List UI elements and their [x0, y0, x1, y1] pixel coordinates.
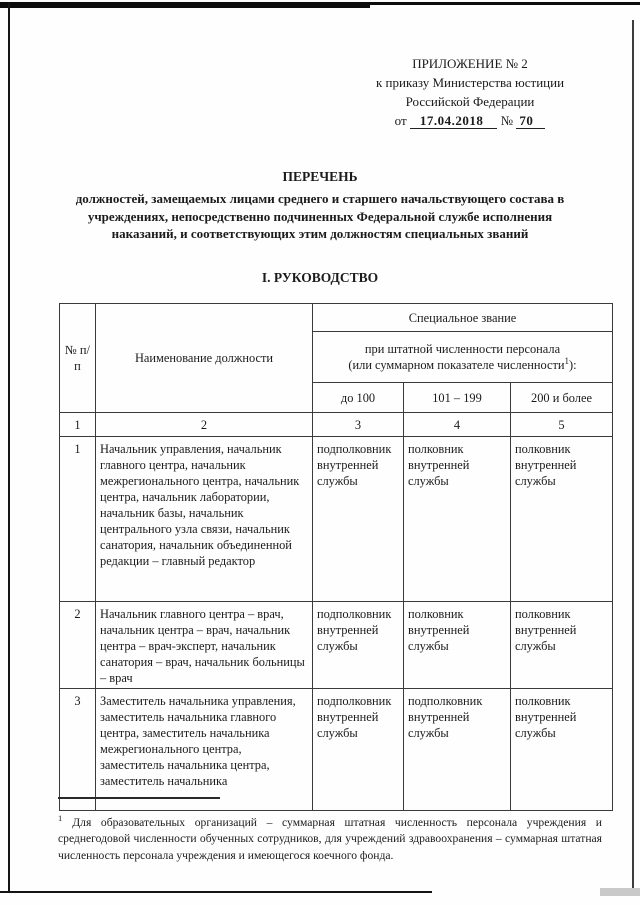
- staff-condition-footnote-ref: 1: [564, 356, 570, 367]
- footnote: [58, 812, 602, 865]
- header-cell-staff-condition: [313, 332, 613, 383]
- order-number: 70: [516, 113, 545, 129]
- header-cell-101-199: 101 – 199: [404, 383, 511, 413]
- row-rank-to-100: подполковник внутренней службы: [313, 689, 404, 811]
- column-number-4: 4: [404, 413, 511, 437]
- positions-table: [59, 303, 613, 811]
- scan-bottom-edge: [0, 891, 432, 893]
- column-number-3: 3: [313, 413, 404, 437]
- column-number-1: 1: [60, 413, 96, 437]
- scan-top-edge-thick: [0, 2, 370, 8]
- table-row: [60, 602, 613, 689]
- footnote-text: Для образовательных организаций – суммарная штатная численность персонала учреждения и среднегодовой численности обученных сотрудников, для учреждений здравоохранения – суммарная штатная численность персонала учреждения и имеющегося коечного фонда.: [58, 815, 602, 862]
- row-number: 1: [60, 437, 96, 602]
- row-rank-101-199: подполковник внутренней службы: [404, 689, 511, 811]
- staff-condition-line1: при штатной численности персонала: [364, 342, 561, 357]
- header-cell-num: № п/п: [60, 304, 96, 413]
- row-position: Начальник управления, начальник главного центра, начальник межрегионального центра, начальник центра, начальник лаборатории, начальник базы, начальник центрального узла связи, начальник санатория, начальник объединенной редакции – главный редактор: [96, 437, 313, 602]
- scan-bottom-gray-mark: [600, 888, 640, 896]
- row-rank-200-plus: полковник внутренней службы: [511, 689, 613, 811]
- order-number-sign: №: [500, 113, 514, 128]
- section-heading: I. РУКОВОДСТВО: [261, 270, 379, 285]
- header-cell-rank-group: Специальное звание: [313, 304, 613, 332]
- order-date: 17.04.2018: [410, 113, 498, 129]
- row-rank-200-plus: полковник внутренней службы: [511, 602, 613, 689]
- footnote-ref: 1: [58, 812, 63, 823]
- row-rank-101-199: полковник внутренней службы: [404, 602, 511, 689]
- row-number: 2: [60, 602, 96, 689]
- row-rank-101-199: полковник внутренней службы: [404, 437, 511, 602]
- table-row: [60, 437, 613, 602]
- header-cell-position: Наименование должности: [96, 304, 313, 413]
- positions-table-container: [59, 303, 612, 811]
- row-rank-to-100: подполковник внутренней службы: [313, 602, 404, 689]
- appendix-line-2: к приказу Министерства юстиции: [375, 75, 565, 90]
- appendix-header: [320, 54, 620, 130]
- header-cell-200-plus: 200 и более: [511, 383, 613, 413]
- column-number-5: 5: [511, 413, 613, 437]
- row-rank-200-plus: полковник внутренней службы: [511, 437, 613, 602]
- column-numbers-row: [60, 413, 613, 437]
- header-cell-to-100: до 100: [313, 383, 404, 413]
- document-title: ПЕРЕЧЕНЬ: [282, 169, 358, 184]
- scan-right-edge: [632, 20, 634, 893]
- staff-condition-line2-suffix: ):: [569, 358, 577, 373]
- footnote-separator: [58, 797, 220, 799]
- appendix-date-line: [320, 111, 620, 130]
- column-number-2: 2: [96, 413, 313, 437]
- document-subtitle: должностей, замещаемых лицами среднего и старшего начальствующего состава в учреждениях, непосредственно подчиненных Федеральной службе исполнения наказаний, и соответствующих этим должностям специальных званий: [75, 191, 565, 241]
- row-number: 3: [60, 689, 96, 811]
- appendix-line-3: Российской Федерации: [405, 94, 535, 109]
- order-date-prefix: от: [394, 113, 407, 128]
- row-position: Заместитель начальника управления, заместитель начальника главного центра, заместитель начальника межрегионального центра, заместитель начальника центра, заместитель начальника: [96, 689, 313, 811]
- scan-left-edge: [8, 3, 10, 893]
- row-position: Начальник главного центра – врач, начальник центра – врач, начальник центра – врач-эксперт, начальник санатория – врач, начальник больницы – врач: [96, 602, 313, 689]
- appendix-line-1: ПРИЛОЖЕНИЕ № 2: [412, 56, 528, 71]
- table-row: [60, 689, 613, 811]
- row-rank-to-100: подполковник внутренней службы: [313, 437, 404, 602]
- staff-condition-line2: (или суммарном показателе численности: [348, 358, 565, 373]
- table-header-row-1: [60, 304, 613, 332]
